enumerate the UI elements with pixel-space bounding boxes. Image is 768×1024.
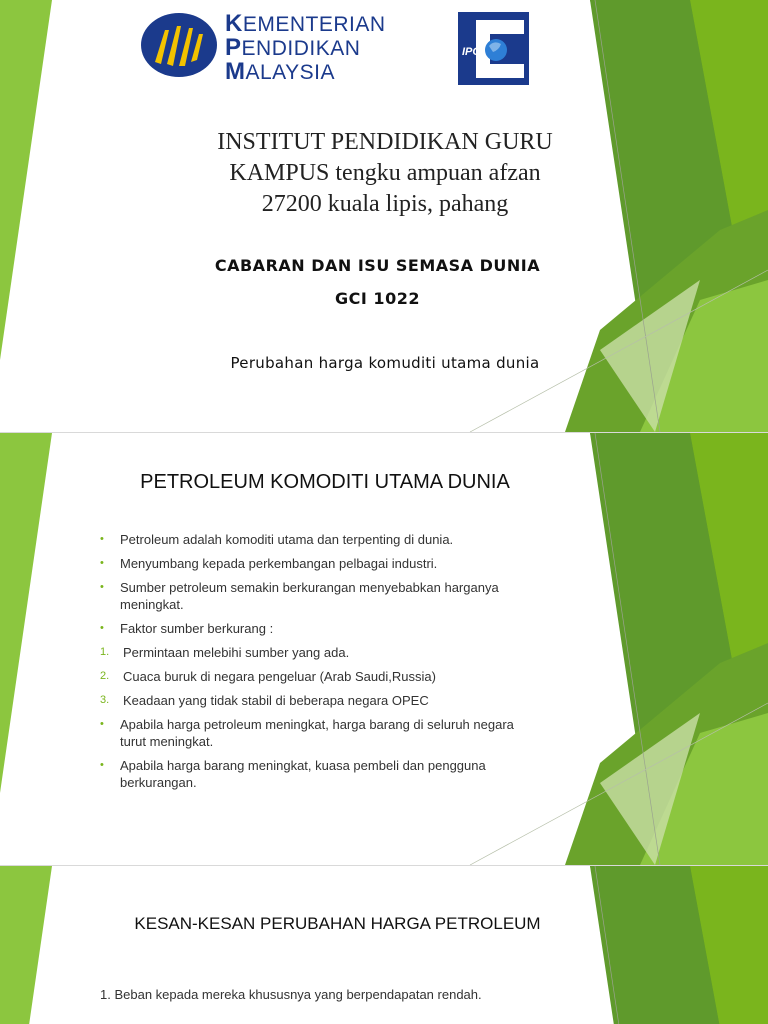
numbered-item: 3. Keadaan yang tidak stabil di beberapa negara OPEC [100,693,429,708]
numbered-item: 2. Cuaca buruk di negara pengeluar (Arab Saudi,Russia) [100,669,436,684]
bullet-list [100,531,540,798]
institution-name-line2: KAMPUS tengku ampuan afzan [229,160,541,186]
topic-subtitle: Perubahan harga komuditi utama dunia [230,354,540,372]
list-item: • Apabila harga petroleum meningkat, harga barang di seluruh negara turut meningkat. [100,717,514,749]
svg-text:IPG: IPG [462,46,481,58]
ipg-logo-icon [458,12,529,85]
list-item: • Menyumbang kepada perkembangan pelbagai industri. [100,556,438,571]
list-item: • Petroleum adalah komoditi utama dan terpenting di dunia. [100,532,454,547]
list-item: • Sumber petroleum semakin berkurangan menyebabkan harganya meningkat. [100,580,499,612]
content-slide-petroleum [0,433,768,865]
list-item: 1. Beban kepada mereka khususnya yang berpendapatan rendah. [100,987,482,1002]
institution-address: 27200 kuala lipis, pahang [261,191,509,217]
content-slide-effects [0,866,768,1024]
list-item: • Apabila harga barang meningkat, kuasa pembeli dan pengguna berkurangan. [100,758,486,790]
numbered-item: 1. Permintaan melebihi sumber yang ada. [100,645,350,660]
list-item: • Faktor sumber berkurang : [100,621,274,636]
ministry-emblem-icon [139,12,219,78]
slide-title: PETROLEUM KOMODITI UTAMA DUNIA [140,471,510,493]
institution-name-line1: INSTITUT PENDIDIKAN GURU [217,129,553,155]
course-title: CABARAN DAN ISU SEMASA DUNIA [214,256,541,275]
ministry-wordmark: KEMENTERIAN PENDIDIKAN MALAYSIA [225,10,386,85]
title-slide [0,0,768,432]
slide-title: KESAN-KESAN PERUBAHAN HARGA PETROLEUM [134,914,541,933]
course-code: GCI 1022 [335,289,420,308]
